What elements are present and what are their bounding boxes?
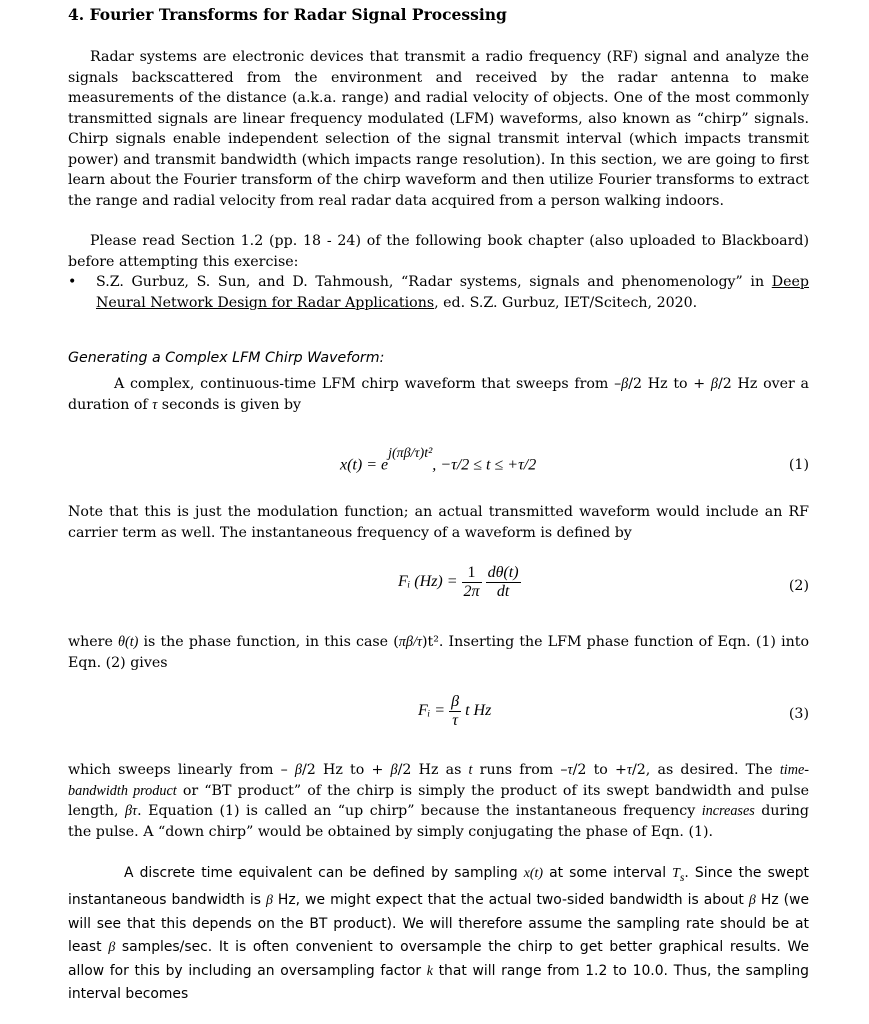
reading-paragraph: Please read Section 1.2 (pp. 18 - 24) of the following book chapter (also uploaded to Blackboard) before attempting this exercise:: [68, 233, 809, 270]
equation-1-number: (1): [788, 457, 809, 473]
citation-bullet: [68, 272, 809, 313]
section-title: 4. Fourier Transforms for Radar Signal Processing: [68, 5, 507, 24]
equation-2-number: (2): [788, 578, 809, 594]
note-paragraph: Note that this is just the modulation function; an actual transmitted waveform would include an RF carrier term as well. The instantaneous frequency of a waveform is defined by: [68, 504, 809, 541]
equation-1: $x(t) = e^{j(\pi\beta/\tau)t^2}$, −τ/2 ≤ t ≤ +τ/2: [340, 446, 537, 474]
sweep-paragraph: which sweeps linearly from – β/2 Hz to + β/2 Hz as t runs from –τ/2 to +τ/2, as desired. The time-bandwidth product or “BT product” of the chirp is simply the product of its swept bandwidth and pulse length, βτ. Equation (1) is called an “up chirp” because the instantaneous frequency increases during the pulse. A “down chirp” would be obtained by simply conjugating the phase of Eqn. (1).: [68, 762, 809, 840]
equation-3-number: (3): [788, 706, 809, 722]
phase-paragraph: where θ(t) is the phase function, in this case (πβ/τ)t². Inserting the LFM phase function of Eqn. (1) into Eqn. (2) gives: [68, 634, 809, 671]
citation-publisher: , ed. S.Z. Gurbuz, IET/Scitech, 2020.: [434, 294, 698, 311]
citation-authors: S.Z. Gurbuz, S. Sun, and D. Tahmoush, “Radar systems, signals and phenomenology” in: [96, 274, 772, 290]
citation-book-title: Deep Neural Network Design for Radar Applications: [96, 274, 809, 311]
equation-3: Fᵢ = $\frac{\beta}{\tau}$ t Hz: [418, 693, 492, 729]
lfm-intro-paragraph: A complex, continuous-time LFM chirp waveform that sweeps from –β/2 Hz to + β/2 Hz over a duration of τ seconds is given by: [68, 376, 809, 413]
equation-2: Fᵢ (Hz) = $\frac{1}{2\pi}$ $\frac{d\theta(t)}{dt}$: [398, 564, 519, 600]
bullet-icon: •: [68, 274, 77, 290]
subheading: Generating a Complex LFM Chirp Waveform:: [68, 350, 385, 366]
intro-paragraph: Radar systems are electronic devices that transmit a radio frequency (RF) signal and analyze the signals backscattered from the environment and received by the radar antenna to make measurements of the distance (a.k.a. range) and radial velocity of objects. One of the most commonly transmitted signals are linear frequency modulated (LFM) waveforms, also known as “chirp” signals. Chirp signals enable independent selection of the signal transmit interval (which impacts transmit power) and transmit bandwidth (which impacts range resolution). In this section, we are going to first learn about the Fourier transform of the chirp waveform and then utilize Fourier transforms to extract the range and radial velocity from real radar data acquired from a person walking indoors.: [68, 49, 809, 209]
discrete-paragraph: A discrete time equivalent can be defined by sampling x(t) at some interval $T_s$. Since the swept instantaneous bandwidth is β Hz, we might expect that the actual two-sided bandwidth is about β Hz (we will see that this depends on the BT product). We will therefore assume the sampling rate should be at least β samples/sec. It is often convenient to oversample the chirp to get better graphical results. We allow for this by including an oversampling factor k that will range from 1.2 to 10.0. Thus, the sampling interval becomes: [68, 865, 809, 1003]
